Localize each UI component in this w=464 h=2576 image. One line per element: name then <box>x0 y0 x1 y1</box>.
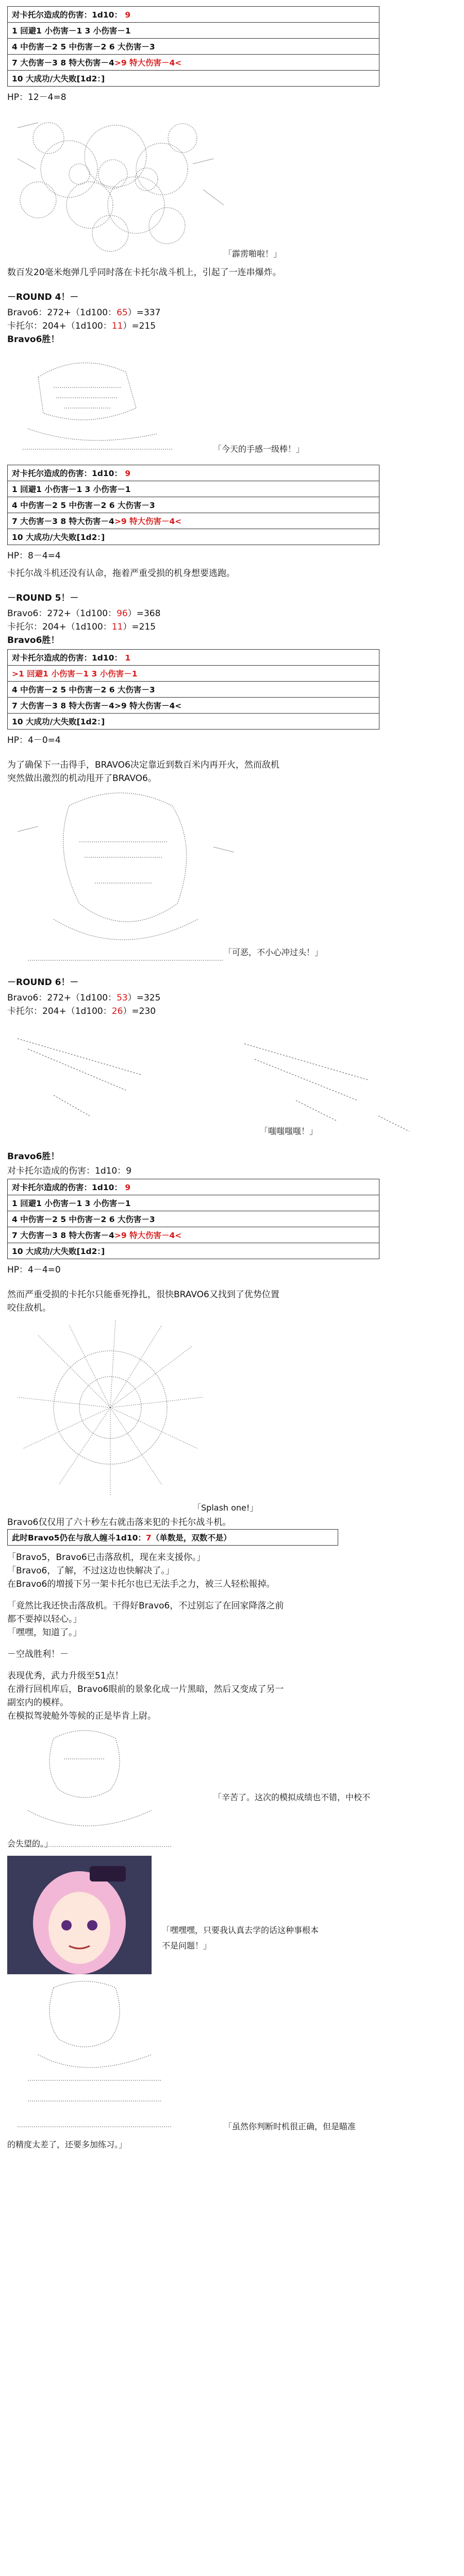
table-row: 1 回避1 小伤害－1 3 小伤害－1 <box>8 481 379 497</box>
dialogue-line: 表现优秀，武力升级至51点！ <box>7 1671 124 1681</box>
document <box>7 0 456 2153</box>
table-row: 4 中伤害－2 5 中伤害－2 6 大伤害－3 <box>8 39 379 55</box>
bravo-roll: Bravo6：272+（1d100：65）=337 <box>7 308 161 318</box>
dialogue-line: 在模拟驾驶舱外等候的正是毕肯上尉。 <box>7 1711 156 1721</box>
ascii-art-pilot-2 <box>7 785 456 971</box>
ascii-art-tracers <box>7 1018 456 1147</box>
dialogue-line: 都不要掉以轻心。」 <box>7 1614 82 1624</box>
caption: 「嘿嘿嘿，只要我认真去学的话这种事根本 <box>162 1925 319 1935</box>
table-row: >1 回避1 小伤害－1 3 小伤害－1 <box>8 666 379 682</box>
check-table <box>7 1529 338 1546</box>
dialogue-line: 「竟然比我还快击落敌机。干得好Bravo6，不过别忘了在回家降落之前 <box>7 1601 284 1611</box>
ascii-art-captain <box>7 1723 456 1852</box>
caption: 「霹雳啪啦！」 <box>224 249 282 259</box>
table-row: 4 中伤害－2 5 中伤害－2 6 大伤害－3 <box>8 1211 379 1227</box>
damage-table <box>7 465 379 545</box>
character-portrait <box>7 1856 456 1974</box>
pilot-art <box>7 785 337 971</box>
hp-text: HP：12－4=8 <box>7 92 67 103</box>
table-header: 对卡托尔造成的伤害：1d10： 1 <box>8 650 379 666</box>
dialogue-line: 副室内的模样。 <box>7 1698 69 1708</box>
damage-table <box>7 1179 379 1259</box>
table-row: 10 大成功/大失败[1d2：] <box>12 74 105 83</box>
tracer-art <box>7 1018 456 1147</box>
narration: Bravo6仅仅用了六十秒左右就击落来犯的卡托尔战斗机。 <box>7 1517 231 1528</box>
caption: 「辛苦了。这次的模拟成绩也不错，中校不 <box>213 1792 371 1802</box>
dialogue-line: 「Bravo6，了解，不过这边也快解决了。」 <box>7 1566 174 1576</box>
captain-art <box>7 1723 337 1852</box>
caption: 会失望的。」 <box>7 1839 53 1849</box>
damage-table <box>7 649 379 730</box>
caption: 「可恶，不小心冲过头！」 <box>224 947 323 957</box>
dialogue-line: 在滑行回机库后，Bravo6眼前的景象化成一片黑暗，然后又变成了另一 <box>7 1684 284 1694</box>
ascii-art-pilot-1 <box>7 346 456 460</box>
narration: 然而严重受损的卡托尔只能垂死挣扎，很快BRAVO6又找到了优势位置 <box>7 1290 279 1300</box>
caption: 不是问题！」 <box>162 1941 212 1951</box>
table-row: 7 大伤害－3 8 特大伤害－4>9 特大伤害－4< <box>8 1227 379 1243</box>
table-row: 1 回避1 小伤害－1 3 小伤害－1 <box>8 23 379 39</box>
round-winner: Bravo6胜！ <box>7 334 60 345</box>
table-row: 7 大伤害－3 8 特大伤害－4>9 特大伤害－4< <box>8 55 379 71</box>
cator-roll: 卡托尔：204+（1d100：11）=215 <box>7 321 156 331</box>
table-header: 对卡托尔造成的伤害：1d10： 9 <box>8 1179 379 1195</box>
table-header: 对卡托尔造成的伤害：1d10： 9 <box>8 465 379 481</box>
hp-text: HP：4－0=4 <box>7 735 61 745</box>
bravo-roll: Bravo6：272+（1d100：53）=325 <box>7 993 161 1003</box>
ascii-art-explosion <box>7 107 456 262</box>
table-row: 10 大成功/大失败[1d2：] <box>12 1247 105 1256</box>
dialogue-line: 「Bravo5，Bravo6已击落敌机，现在来支援你。」 <box>7 1552 206 1563</box>
caption: 「虽然你判断时机很正确，但是瞄准 <box>224 2122 356 2131</box>
splash-art <box>7 1315 337 1516</box>
hp-text: HP：8－4=4 <box>7 551 61 561</box>
caption: 的精度太差了，还要多加练习。」 <box>7 2140 127 2149</box>
table-header: 此时Bravo5仍在与敌人缠斗1d10：7（单数是，双数不是） <box>12 1533 231 1543</box>
ascii-art-instructor <box>7 1977 456 2153</box>
dialogue-line: 「嘿嘿，知道了。」 <box>7 1628 82 1638</box>
cator-roll: 卡托尔：204+（1d100：11）=215 <box>7 622 156 632</box>
caption: 「嗤嗤嗤嗤！」 <box>260 1126 318 1136</box>
round-title: －ROUND 4！－ <box>7 292 79 302</box>
round-title: －ROUND 5！－ <box>7 593 79 603</box>
anime-girl-image <box>7 1856 152 1974</box>
narration: 咬住敌机。 <box>7 1303 51 1313</box>
table-row: 10 大成功/大失败[1d2：] <box>12 533 105 542</box>
table-row: 4 中伤害－2 5 中伤害－2 6 大伤害－3 <box>8 682 379 698</box>
ascii-art-splash <box>7 1315 456 1516</box>
narration: 数百发20毫米炮弹几乎同时落在卡托尔战斗机上，引起了一连串爆炸。 <box>7 267 281 278</box>
round-title: －ROUND 6！－ <box>7 977 79 988</box>
table-row: 4 中伤害－2 5 中伤害－2 6 大伤害－3 <box>8 497 379 513</box>
cator-roll: 卡托尔：204+（1d100：26）=230 <box>7 1006 156 1016</box>
hp-text: HP：4－4=0 <box>7 1265 61 1275</box>
dialogue-line: 在Bravo6的増援下另一架卡托尔也已无法手之力，被三人轻松報掉。 <box>7 1579 275 1589</box>
table-row: 7 大伤害－3 8 特大伤害－4>9 特大伤害－4< <box>8 698 379 714</box>
narration: 突然做出激烈的机动甩开了BRAVO6。 <box>7 773 157 784</box>
damage-table <box>7 6 379 87</box>
table-row: 10 大成功/大失败[1d2：] <box>12 717 105 726</box>
table-header: 对卡托尔造成的伤害：1d10： 9 <box>8 7 379 23</box>
caption: 「今天的手感一级棒！」 <box>213 444 305 454</box>
explosion-art <box>7 107 337 262</box>
round-winner: Bravo6胜！ <box>7 635 60 646</box>
bravo-roll: Bravo6：272+（1d100：96）=368 <box>7 608 161 619</box>
dialogue-line: －空战胜利！－ <box>7 1649 69 1659</box>
table-row: 1 回避1 小伤害－1 3 小伤害－1 <box>8 1195 379 1211</box>
damage-header: 对卡托尔造成的伤害：1d10：9 <box>7 1166 132 1176</box>
table-row: 7 大伤害－3 8 特大伤害－4>9 特大伤害－4< <box>8 513 379 529</box>
narration: 为了确保下一击得手，BRAVO6决定靠近到数百米内再开火，然而敌机 <box>7 760 279 770</box>
caption: 「Splash one!」 <box>193 1503 258 1513</box>
narration: 卡托尔战斗机还没有认命，拖着严重受损的机身想要逃跑。 <box>7 568 235 579</box>
round-winner: Bravo6胜！ <box>7 1151 60 1162</box>
